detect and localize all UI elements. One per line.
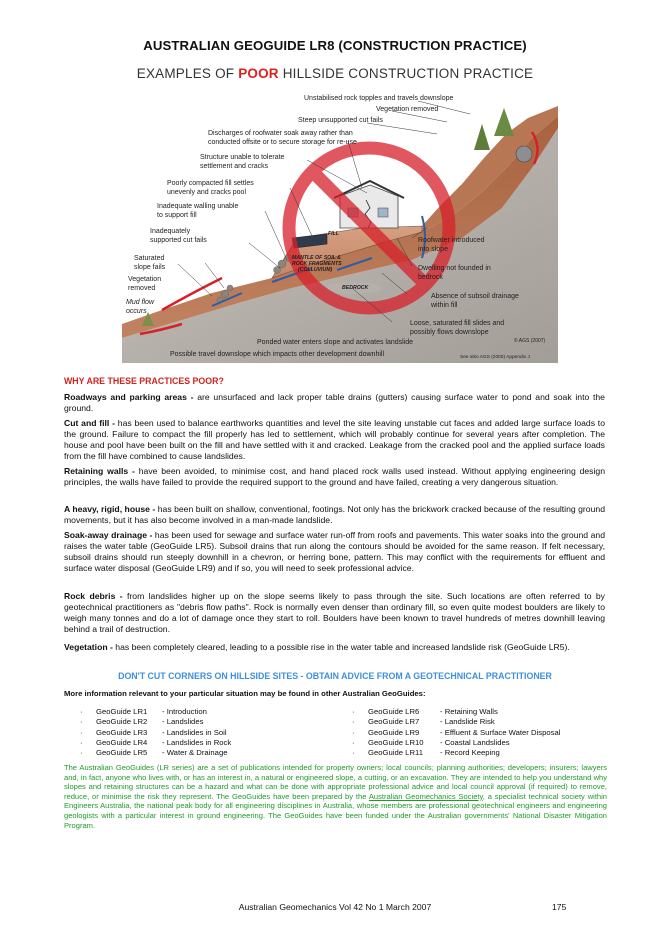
note-text-2: , a specialist technical society within Engineers Australia, the national peak body for all engineering disciplines in Australia, whose members are professional geotechnical engineers and engineering geologists with a particular interest in ground engineering. The GeoGuides have been funded under the Australian governments' National Disaster Mitigation Program. xyxy=(64,791,608,830)
guide-code: GeoGuide LR10 xyxy=(368,737,424,747)
list-item xyxy=(352,728,612,738)
callout-subsoil-1: Absence of subsoil drainage xyxy=(431,293,519,300)
guide-code: GeoGuide LR11 xyxy=(368,748,423,758)
guide-code: GeoGuide LR2 xyxy=(96,717,148,727)
list-item xyxy=(80,728,320,738)
guide-title: - Introduction xyxy=(162,707,207,716)
geoguide-list-right xyxy=(352,707,612,758)
page-number: 175 xyxy=(552,902,567,912)
bullet-icon: · xyxy=(80,727,83,737)
callout-discharges-1: Discharges of roofwater soak away rather than xyxy=(208,130,353,137)
guide-code: GeoGuide LR6 xyxy=(368,707,420,716)
paragraph-term: Vegetation - xyxy=(64,642,113,652)
list-item xyxy=(352,748,612,758)
list-item xyxy=(80,748,320,758)
paragraph-roadways xyxy=(64,392,605,414)
guide-title: - Landslides in Rock xyxy=(162,737,232,747)
list-item xyxy=(352,738,612,748)
callout-saturated-2: slope fails xyxy=(134,264,166,271)
callout-saturated-1: Saturated xyxy=(134,255,165,262)
list-item xyxy=(80,707,320,717)
paragraph-retaining-walls xyxy=(64,466,605,488)
callout-roofwater-1: Roofwater introduced xyxy=(418,237,485,244)
ags-link[interactable]: Australian Geomechanics Society xyxy=(368,791,483,801)
figure-copyright: © AGS (2007) xyxy=(514,338,546,344)
paragraph-text: has been completely cleared, leading to a possible rise in the water table and increased landslide risk (GeoGuide LR5). xyxy=(112,642,570,652)
callout-dwelling-1: Dwelling not founded in xyxy=(418,265,491,272)
paragraph-text: has been used to balance earthworks quantities and level the site leaving unstable cut faces and added large surface loads to the ground. Failure to compact the fill properly has led to settlement, which will probably continue for several years after completion. The house and pool have been built on the fill and have settled with it and cracked. Leakage from the cracked pool and the applied surface loads from the fill have combined to cause landslides. xyxy=(64,418,606,462)
list-item xyxy=(80,717,320,727)
subtitle-suffix: HILLSIDE CONSTRUCTION PRACTICE xyxy=(278,66,534,81)
callout-mudflow-2: occurs xyxy=(126,308,147,315)
paragraph-cut-and-fill xyxy=(64,418,605,462)
callout-veg-removed-2: removed xyxy=(128,285,156,292)
bullet-icon: · xyxy=(80,737,83,747)
paragraph-text: from landslides higher up on the slope seems likely to pass through the site. Such locations are often referred to by geotechnical practitioners as "debris flow paths". Rock is normally even denser than ordinary fill, so even quite modest boulders are likely to weigh many tonnes and do a lot of damage once they start to roll. Boulders have been known to travel hundreds of metres downhill leaving behind a trail of destruction. xyxy=(64,591,605,635)
guide-code: GeoGuide LR1 xyxy=(96,707,148,716)
geoguides-note xyxy=(64,763,607,830)
bullet-icon: · xyxy=(80,748,83,758)
callout-loose-1: Loose, saturated fill slides and xyxy=(410,320,505,327)
bullet-icon: · xyxy=(352,707,355,716)
warning-banner: DON'T CUT CORNERS ON HILLSIDE SITES - OBTAIN ADVICE FROM A GEOTECHNICAL PRACTITIONER xyxy=(118,671,552,681)
callout-structure-1: Structure unable to tolerate xyxy=(200,154,285,161)
paragraph-term: Soak-away drainage - xyxy=(64,530,153,540)
bullet-icon: · xyxy=(352,717,355,727)
guide-title: - Effluent & Surface Water Disposal xyxy=(440,727,561,737)
paragraph-text: has been used for sewage and surface water run-off from roofs and pavements. This water soaks into the ground and raises the water table (GeoGuide LR5). Subsoil drains that run along the contours should be avoided for the same reason. If felt necessary, subsoil drains should run steeply downhill in a chevron, or herring bone, pattern. This may conflict with the requirements for effluent and surface water disposal (GeoGuide LR9) and if so, you will need to seek professional advice. xyxy=(64,530,605,574)
bullet-icon: · xyxy=(80,717,83,727)
callout-veg-removed-1: Vegetation xyxy=(128,276,162,283)
document-title: AUSTRALIAN GEOGUIDE LR8 (CONSTRUCTION PRACTICE) xyxy=(143,38,527,53)
subtitle-prefix: EXAMPLES OF xyxy=(136,66,239,81)
paragraph-rock-debris xyxy=(64,591,605,635)
guide-code: GeoGuide LR9 xyxy=(368,727,420,737)
guide-title: - Landslides xyxy=(162,717,204,727)
callout-unstabilised: Unstabilised rock topples and travels downslope xyxy=(304,95,454,102)
callout-ponded: Ponded water enters slope and activates landslide xyxy=(257,339,414,346)
list-item xyxy=(80,738,320,748)
paragraph-soak-away xyxy=(64,530,605,574)
list-item xyxy=(352,707,612,717)
bullet-icon: · xyxy=(352,727,355,737)
callout-inadequate-wall-2: to support fill xyxy=(157,212,197,219)
paragraph-term: Retaining walls - xyxy=(64,466,135,476)
paragraph-vegetation xyxy=(64,642,605,653)
paragraph-term: A heavy, rigid, house - xyxy=(64,504,156,514)
section-heading: WHY ARE THESE PRACTICES POOR? xyxy=(64,376,224,386)
hillside-illustration xyxy=(122,88,558,363)
callout-loose-2: possibly flows downslope xyxy=(410,329,489,336)
journal-citation: Australian Geomechanics Vol 42 No 1 March 2007 xyxy=(238,902,432,912)
guide-title: - Coastal Landslides xyxy=(440,737,510,747)
bullet-icon: · xyxy=(352,737,355,747)
callout-mudflow-1: Mud flow xyxy=(126,299,155,306)
paragraph-term: Rock debris - xyxy=(64,591,123,601)
callout-structure-2: settlement and cracks xyxy=(200,163,269,170)
mantle-label-2: ROCK FRAGMENTS xyxy=(292,261,342,267)
figure-see-also: See also AGS (2000) Appendix J xyxy=(460,355,530,360)
mantle-label-3: (COLLUVIUM) xyxy=(298,267,333,273)
guide-title: - Landslide Risk xyxy=(440,717,495,727)
note-text-1: The Australian GeoGuides (LR series) are a set of publications intended for property owners; local councils; planning authorities; developers; insurers; lawyers and, in fact, anyone who lives with, or has an interest in, a natural or engineered slope, a cutting, or an excavation. They are intended to help you understand why slopes and retaining structures can be a hazard and what can be done with appropriate professional advice and local council approval (if required) to remove, reduce, or minimise the risk they represent. The GeoGuides have been prepared by the xyxy=(64,763,607,801)
list-item xyxy=(352,717,612,727)
guide-code: GeoGuide LR7 xyxy=(368,717,420,727)
paragraph-text: has been built on shallow, conventional, footings. Not only has the brickwork cracked because of the resulting ground movements, but it has also become involved in a man-made landslide. xyxy=(64,504,605,526)
bullet-icon: · xyxy=(80,707,83,716)
guide-title: - Landslides in Soil xyxy=(162,727,227,737)
callout-inadequate-cut-1: Inadequately xyxy=(150,228,191,235)
callout-possible: Possible travel downslope which impacts other development downhill xyxy=(170,351,385,358)
callout-poorly-1: Poorly compacted fill settles xyxy=(167,180,254,187)
callout-subsoil-2: within fill xyxy=(431,302,458,309)
paragraph-heavy-house xyxy=(64,504,605,526)
guide-code: GeoGuide LR5 xyxy=(96,748,148,758)
callout-roofwater-2: into slope xyxy=(418,246,448,253)
paragraph-term: Roadways and parking areas - xyxy=(64,392,194,402)
document-subtitle xyxy=(0,66,670,81)
guide-code: GeoGuide LR3 xyxy=(96,727,148,737)
paragraph-text: have been avoided, to minimise cost, and hand placed rock walls used instead. Without applying engineering design principles, the walls have failed to provide the required support to the ground and have failed, creating a very dangerous situation. xyxy=(64,466,605,488)
subtitle-emphasis: POOR xyxy=(238,66,279,81)
paragraph-text: are unsurfaced and lack proper table drains (gutters) causing surface water to pond and soak into the ground. xyxy=(64,392,605,414)
geoguide-list-left xyxy=(80,707,320,758)
guide-title: - Record Keeping xyxy=(440,748,500,758)
more-info-text: More information relevant to your particular situation may be found in other Australian GeoGuides: xyxy=(64,689,426,698)
callout-dwelling-2: bedrock xyxy=(418,274,443,281)
callout-steep-cut: Steep unsupported cut fails xyxy=(298,117,383,124)
paragraph-term: Cut and fill - xyxy=(64,418,115,428)
guide-title: - Water & Drainage xyxy=(162,748,228,758)
bedrock-label: BEDROCK xyxy=(342,285,369,291)
bullet-icon: · xyxy=(352,748,355,758)
boulder xyxy=(516,146,532,162)
callout-inadequate-wall-1: Inadequate walling unable xyxy=(157,203,239,210)
guide-code: GeoGuide LR4 xyxy=(96,737,148,747)
callout-vegetation-top: Vegetation removed xyxy=(376,106,439,113)
guide-title: - Retaining Walls xyxy=(440,707,498,716)
callout-inadequate-cut-2: supported cut fails xyxy=(150,237,207,244)
callout-poorly-2: unevenly and cracks pool xyxy=(167,189,246,196)
mantle-label-1: MANTLE OF SOIL & xyxy=(292,255,341,261)
fill-label: FILL xyxy=(328,231,339,237)
callout-discharges-2: conducted offsite or to secure storage for re-use xyxy=(208,139,357,146)
